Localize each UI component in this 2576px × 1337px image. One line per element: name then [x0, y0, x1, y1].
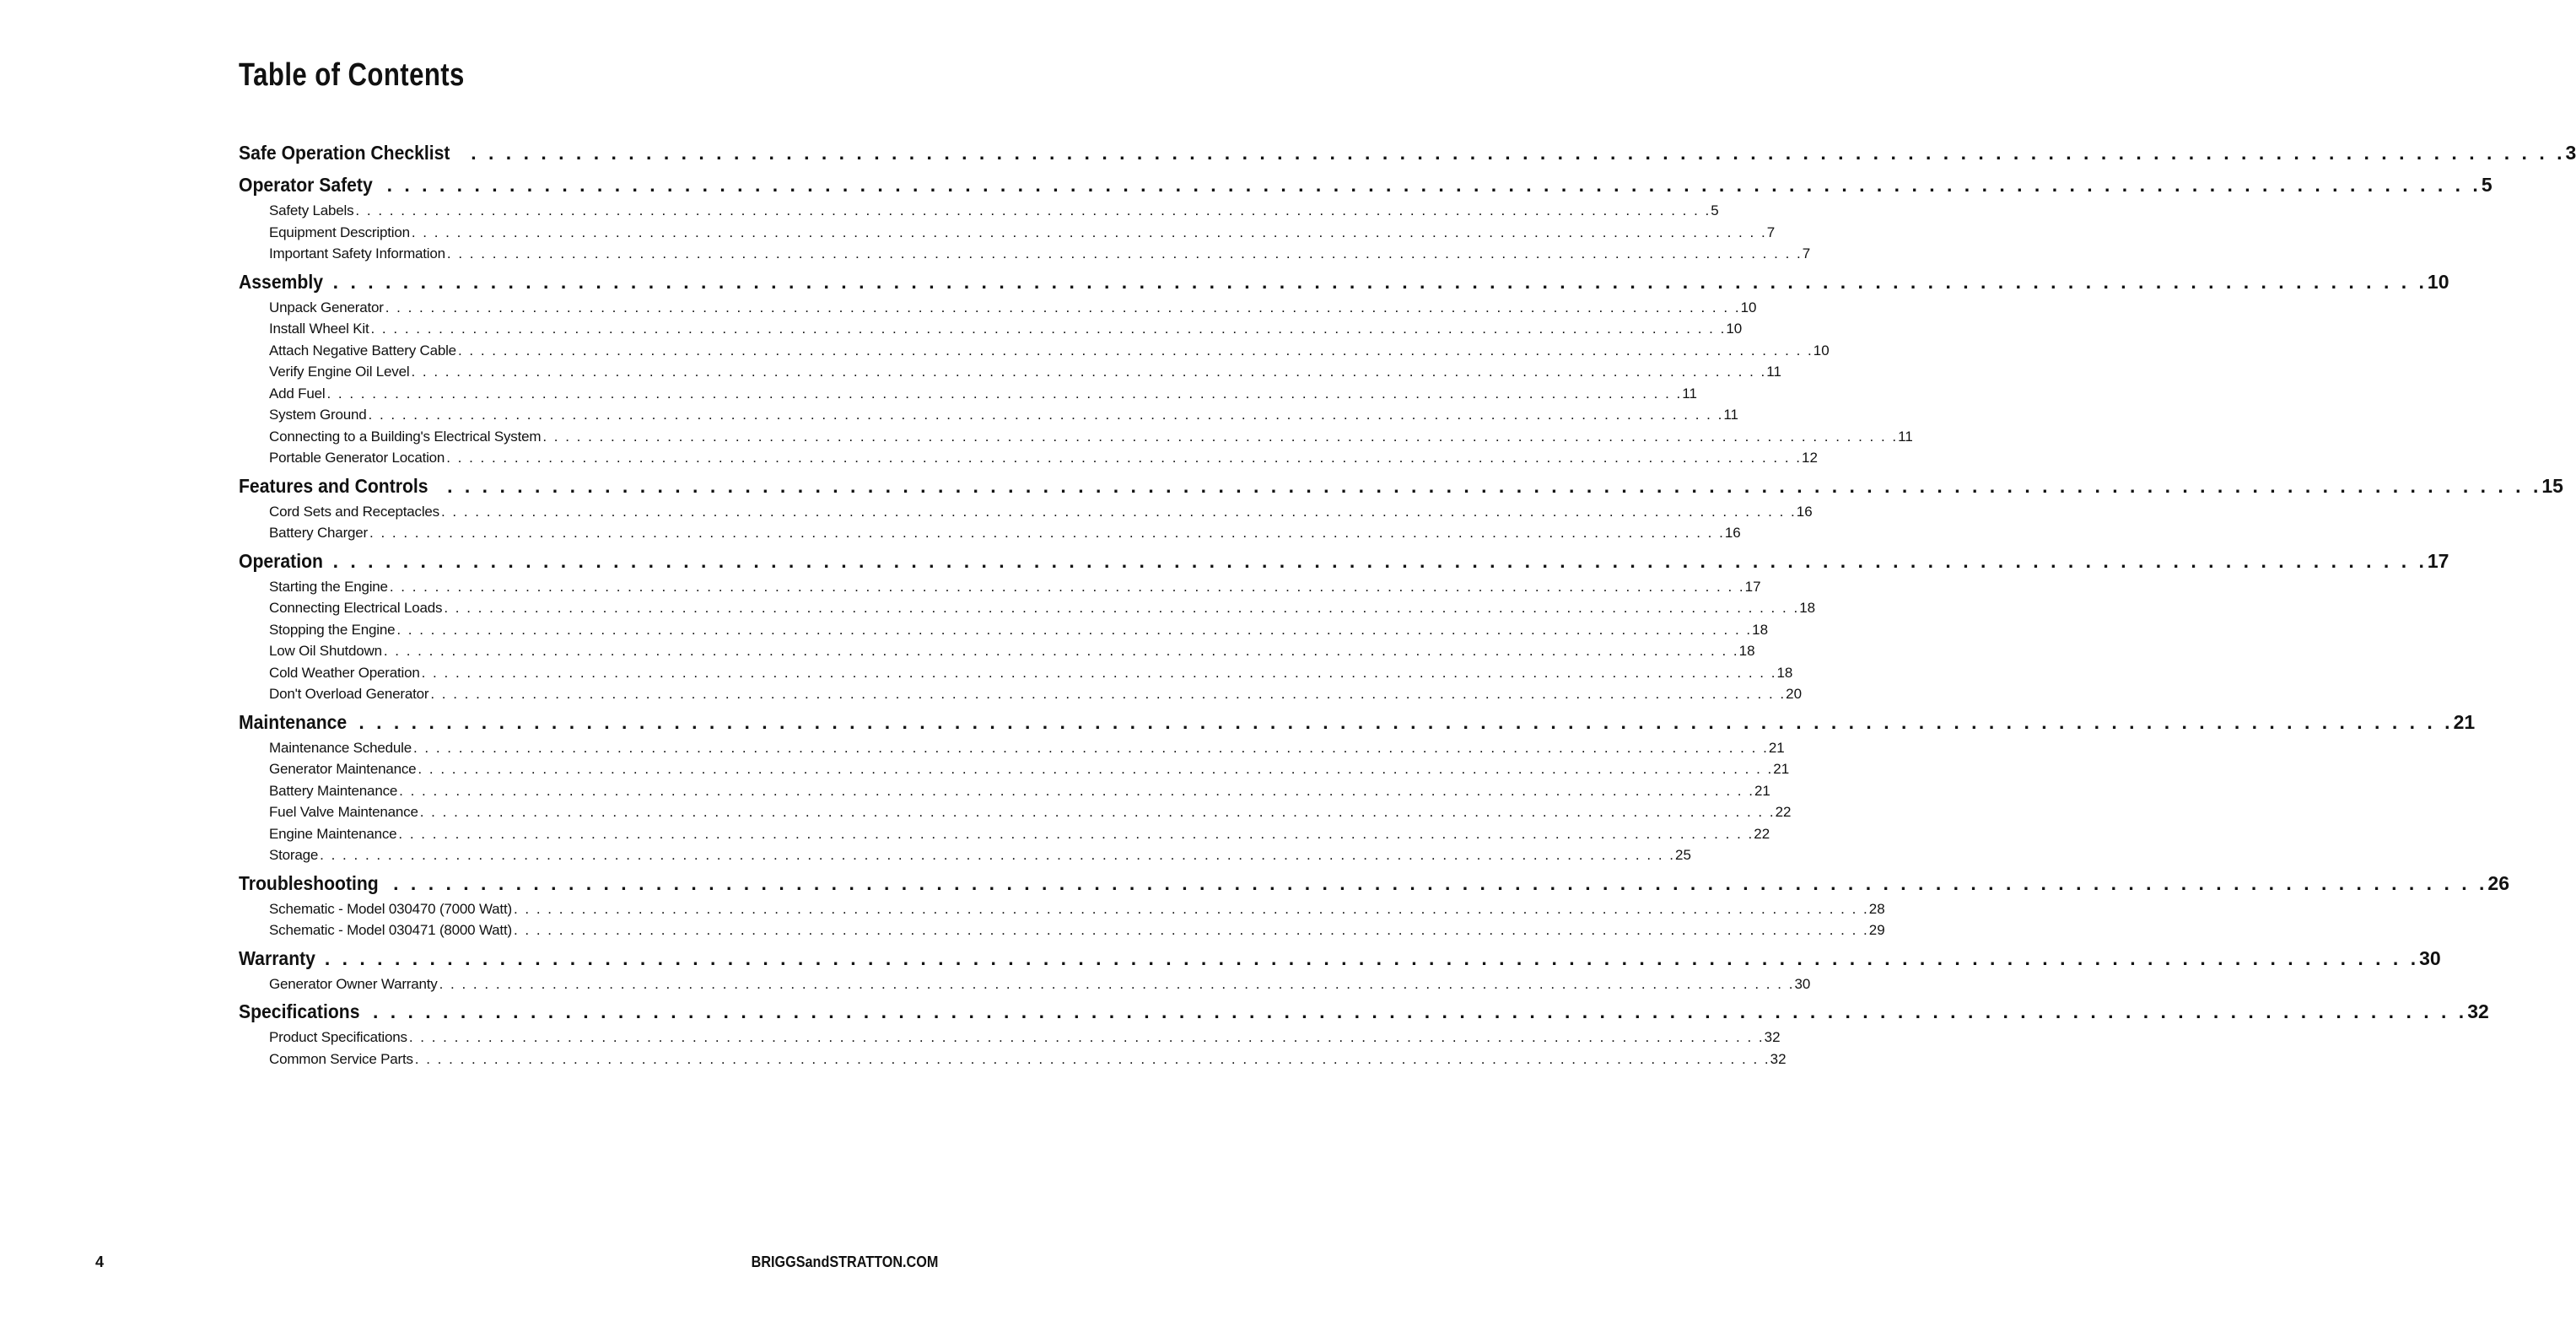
toc-subsection-label: Don't Overload Generator — [269, 686, 429, 702]
toc-subsection-entry — [269, 342, 1830, 364]
toc-subsection-entry — [269, 321, 1743, 342]
toc-section-entry — [239, 474, 2563, 504]
dot-leader: . . . . . . . . . . . . . . . . . . . . . . . . . . . . . . . . . . . . . . . . . . . . . . . . . . . . . . . . . . . . . . . . . . . . . . . . . . . . . . . . . . . . . . . . . . . . . . . . . . . . . . . . . . . . . . . . . . . . . . . . — [355, 202, 1711, 218]
toc-subsection-entry — [269, 245, 1811, 267]
dot-leader: . . . . . . . . . . . . . . . . . . . . . . . . . . . . . . . . . . . . . . . . . . . . . . . . . . . . . . . . . . . . . . . . . . . . . . . . . . . . . . . . . . . . . . . . . . . . . . . . . . . . . . . . . . . . . . . . . . . . . . . . — [358, 710, 2454, 733]
dot-leader: . . . . . . . . . . . . . . . . . . . . . . . . . . . . . . . . . . . . . . . . . . . . . . . . . . . . . . . . . . . . . . . . . . . . . . . . . . . . . . . . . . . . . . . . . . . . . . . . . . . . . . . . . . . . . . . . . . . . . . . . — [370, 321, 1727, 337]
toc-section-entry — [239, 871, 2509, 901]
toc-section-page: 15 — [2541, 474, 2563, 497]
toc-subsection-page: 11 — [1723, 407, 1739, 423]
toc-subsection-label: Equipment Description — [269, 224, 410, 240]
toc-section-label: Assembly — [239, 270, 323, 293]
toc-subsection-page: 18 — [1776, 664, 1793, 681]
toc-subsection-page: 21 — [1773, 761, 1790, 777]
toc-subsection-page: 21 — [1754, 782, 1770, 799]
toc-subsection-entry — [269, 202, 1719, 224]
toc-subsection-label: Connecting Electrical Loads — [269, 600, 443, 616]
dot-leader: . . . . . . . . . . . . . . . . . . . . . . . . . . . . . . . . . . . . . . . . . . . . . . . . . . . . . . . . . . . . . . . . . . . . . . . . . . . . . . . . . . . . . . . . . . . . . . . . . . . . . . . . . . . . . . . . . . . . . . . . — [369, 525, 1725, 541]
toc-subsection-label: Cord Sets and Receptacles — [269, 503, 439, 520]
dot-leader: . . . . . . . . . . . . . . . . . . . . . . . . . . . . . . . . . . . . . . . . . . . . . . . . . . . . . . . . . . . . . . . . . . . . . . . . . . . . . . . . . . . . . . . . . . . . . . . . . . . . . . . . . . . . . . . . . . . . . . . . — [412, 739, 1769, 756]
dot-leader: . . . . . . . . . . . . . . . . . . . . . . . . . . . . . . . . . . . . . . . . . . . . . . . . . . . . . . . . . . . . . . . . . . . . . . . . . . . . . . . . . . . . . . . . . . . . . . . . . . . . . . . . . . . . . . . . . . . . . . . . — [439, 975, 1795, 992]
toc-subsection-entry — [269, 299, 1757, 321]
footer-website: BRIGGSandSTRATTON.COM — [751, 1253, 938, 1270]
dot-leader: . . . . . . . . . . . . . . . . . . . . . . . . . . . . . . . . . . . . . . . . . . . . . . . . . . . . . . . . . . . . . . . . . . . . . . . . . . . . . . . . . . . . . . . . . . . . . . . . . . . . . . . . . . . . . . . . . . . . . . . . — [513, 900, 1869, 917]
dot-leader: . . . . . . . . . . . . . . . . . . . . . . . . . . . . . . . . . . . . . . . . . . . . . . . . . . . . . . . . . . . . . . . . . . . . . . . . . . . . . . . . . . . . . . . . . . . . . . . . . . . . . . . . . . . . . . . . . . . . . . . . — [326, 385, 1683, 402]
toc-section-entry — [239, 270, 2449, 299]
toc-section-page: 5 — [2481, 174, 2492, 196]
toc-subsection-page: 11 — [1898, 428, 1913, 445]
toc-subsection-page: 16 — [1796, 503, 1813, 520]
dot-leader: . . . . . . . . . . . . . . . . . . . . . . . . . . . . . . . . . . . . . . . . . . . . . . . . . . . . . . . . . . . . . . . . . . . . . . . . . . . . . . . . . . . . . . . . . . . . . . . . . . . . . . . . . . . . . . . . . . . . . . . . — [372, 1000, 2468, 1022]
toc-subsection-entry — [269, 825, 1770, 848]
toc-subsection-label: Important Safety Information — [269, 245, 445, 261]
toc-section-entry — [239, 1000, 2489, 1029]
toc-subsection-entry — [269, 975, 1811, 998]
toc-subsection-label: Cold Weather Operation — [269, 664, 420, 681]
dot-leader: . . . . . . . . . . . . . . . . . . . . . . . . . . . . . . . . . . . . . . . . . . . . . . . . . . . . . . . . . . . . . . . . . . . . . . . . . . . . . . . . . . . . . . . . . . . . . . . . . . . . . . . . . . . . . . . . . . . . . . . . — [446, 245, 1803, 261]
toc-subsection-page: 7 — [1766, 224, 1776, 240]
toc-section — [239, 270, 2449, 472]
dot-leader: . . . . . . . . . . . . . . . . . . . . . . . . . . . . . . . . . . . . . . . . . . . . . . . . . . . . . . . . . . . . . . . . . . . . . . . . . . . . . . . . . . . . . . . . . . . . . . . . . . . . . . . . . . . . . . . . . . . . . . . . — [430, 686, 1786, 702]
toc-subsection-label: Connecting to a Building's Electrical System — [269, 428, 542, 445]
toc-section-label: Warranty — [239, 946, 315, 969]
toc-subsection-label: Maintenance Schedule — [269, 739, 412, 756]
toc-subsection-entry — [269, 503, 1813, 526]
dot-leader: . . . . . . . . . . . . . . . . . . . . . . . . . . . . . . . . . . . . . . . . . . . . . . . . . . . . . . . . . . . . . . . . . . . . . . . . . . . . . . . . . . . . . . . . . . . . . . . . . . . . . . . . . . . . . . . . . . . . . . . . — [447, 474, 2542, 497]
dot-leader: . . . . . . . . . . . . . . . . . . . . . . . . . . . . . . . . . . . . . . . . . . . . . . . . . . . . . . . . . . . . . . . . . . . . . . . . . . . . . . . . . . . . . . . . . . . . . . . . . . . . . . . . . . . . . . . . . . . . . . . . — [399, 782, 1754, 799]
toc-subsection-label: Portable Generator Location — [269, 450, 445, 466]
dot-leader: . . . . . . . . . . . . . . . . . . . . . . . . . . . . . . . . . . . . . . . . . . . . . . . . . . . . . . . . . . . . . . . . . . . . . . . . . . . . . . . . . . . . . . . . . . . . . . . . . . . . . . . . . . . . . . . . . . . . . . . . — [393, 871, 2488, 894]
toc-subsection-label: Product Specifications — [269, 1029, 407, 1045]
toc-subsection-page: 7 — [1802, 245, 1811, 261]
toc-subsection-entry — [269, 364, 1781, 385]
dot-leader: . . . . . . . . . . . . . . . . . . . . . . . . . . . . . . . . . . . . . . . . . . . . . . . . . . . . . . . . . . . . . . . . . . . . . . . . . . . . . . . . . . . . . . . . . . . . . . . . . . . . . . . . . . . . . . . . . . . . . . . . — [542, 428, 1899, 445]
toc-subsection-entry — [269, 739, 1785, 762]
toc-subsection-page: 25 — [1675, 847, 1691, 863]
toc-subsection-label: Fuel Valve Maintenance — [269, 804, 418, 820]
toc-subsection-page: 22 — [1754, 825, 1770, 842]
toc-subsection-label: Common Service Parts — [269, 1050, 413, 1067]
toc-section — [239, 1000, 2489, 1072]
toc-section — [239, 474, 2563, 547]
toc-section-entry — [239, 710, 2476, 740]
toc-subsection-page: 10 — [1740, 299, 1757, 315]
toc-subsection-label: Unpack Generator — [269, 299, 384, 315]
toc-subsection-entry — [269, 407, 1739, 429]
toc-section-page: 30 — [2419, 946, 2441, 969]
toc-subsection-page: 10 — [1813, 342, 1830, 359]
toc-section — [239, 142, 2576, 170]
toc-subsection-label: Stopping the Engine — [269, 621, 396, 638]
toc-subsection-label: System Ground — [269, 407, 367, 423]
toc-section — [239, 710, 2476, 869]
table-of-contents — [239, 142, 2576, 1076]
toc-subsection-page: 18 — [1799, 600, 1816, 616]
toc-section-label: Maintenance — [239, 710, 348, 733]
page-title: Table of Contents — [239, 57, 465, 93]
toc-subsection-entry — [269, 686, 1803, 708]
toc-subsection-page: 18 — [1752, 621, 1769, 638]
dot-leader: . . . . . . . . . . . . . . . . . . . . . . . . . . . . . . . . . . . . . . . . . . . . . . . . . . . . . . . . . . . . . . . . . . . . . . . . . . . . . . . . . . . . . . . . . . . . . . . . . . . . . . . . . . . . . . . . . . . . . . . . — [332, 549, 2428, 572]
toc-section-label: Specifications — [239, 1000, 360, 1022]
toc-section — [239, 549, 2449, 708]
toc-section-entry — [239, 946, 2441, 976]
toc-subsection-label: Generator Maintenance — [269, 761, 417, 777]
dot-leader: . . . . . . . . . . . . . . . . . . . . . . . . . . . . . . . . . . . . . . . . . . . . . . . . . . . . . . . . . . . . . . . . . . . . . . . . . . . . . . . . . . . . . . . . . . . . . . . . . . . . . . . . . . . . . . . . . . . . . . . . — [414, 1050, 1770, 1067]
dot-leader: . . . . . . . . . . . . . . . . . . . . . . . . . . . . . . . . . . . . . . . . . . . . . . . . . . . . . . . . . . . . . . . . . . . . . . . . . . . . . . . . . . . . . . . . . . . . . . . . . . . . . . . . . . . . . . . . . . . . . . . . — [383, 643, 1739, 659]
toc-subsection-page: 11 — [1682, 385, 1697, 402]
toc-subsection-entry — [269, 664, 1793, 687]
toc-subsection-page: 16 — [1724, 525, 1741, 541]
toc-subsection-entry — [269, 525, 1741, 547]
toc-subsection-page: 29 — [1868, 922, 1885, 938]
toc-section-page: 10 — [2427, 270, 2449, 293]
toc-subsection-label: Storage — [269, 847, 319, 863]
toc-subsection-label: Engine Maintenance — [269, 825, 397, 842]
dot-leader: . . . . . . . . . . . . . . . . . . . . . . . . . . . . . . . . . . . . . . . . . . . . . . . . . . . . . . . . . . . . . . . . . . . . . . . . . . . . . . . . . . . . . . . . . . . . . . . . . . . . . . . . . . . . . . . . . . . . . . . . — [419, 804, 1776, 820]
dot-leader: . . . . . . . . . . . . . . . . . . . . . . . . . . . . . . . . . . . . . . . . . . . . . . . . . . . . . . . . . . . . . . . . . . . . . . . . . . . . . . . . . . . . . . . . . . . . . . . . . . . . . . . . . . . . . . . . . . . . . . . . — [471, 142, 2566, 164]
toc-subsection-page: 17 — [1744, 578, 1761, 595]
toc-section-entry — [239, 174, 2492, 202]
toc-subsection-label: Low Oil Shutdown — [269, 643, 382, 659]
toc-subsection-entry — [269, 900, 1885, 923]
toc-subsection-page: 11 — [1766, 364, 1781, 380]
dot-leader: . . . . . . . . . . . . . . . . . . . . . . . . . . . . . . . . . . . . . . . . . . . . . . . . . . . . . . . . . . . . . . . . . . . . . . . . . . . . . . . . . . . . . . . . . . . . . . . . . . . . . . . . . . . . . . . . . . . . . . . . — [421, 664, 1777, 681]
toc-subsection-entry — [269, 643, 1755, 665]
toc-subsection-page: 12 — [1802, 450, 1818, 466]
toc-subsection-label: Attach Negative Battery Cable — [269, 342, 456, 359]
toc-subsection-label: Verify Engine Oil Level — [269, 364, 410, 380]
dot-leader: . . . . . . . . . . . . . . . . . . . . . . . . . . . . . . . . . . . . . . . . . . . . . . . . . . . . . . . . . . . . . . . . . . . . . . . . . . . . . . . . . . . . . . . . . . . . . . . . . . . . . . . . . . . . . . . . . . . . . . . . — [386, 174, 2482, 196]
dot-leader: . . . . . . . . . . . . . . . . . . . . . . . . . . . . . . . . . . . . . . . . . . . . . . . . . . . . . . . . . . . . . . . . . . . . . . . . . . . . . . . . . . . . . . . . . . . . . . . . . . . . . . . . . . . . . . . . . . . . . . . . — [444, 600, 1800, 616]
toc-subsection-entry — [269, 1050, 1786, 1073]
dot-leader: . . . . . . . . . . . . . . . . . . . . . . . . . . . . . . . . . . . . . . . . . . . . . . . . . . . . . . . . . . . . . . . . . . . . . . . . . . . . . . . . . . . . . . . . . . . . . . . . . . . . . . . . . . . . . . . . . . . . . . . . — [408, 1029, 1765, 1045]
toc-section-label: Operator Safety — [239, 174, 373, 196]
toc-subsection-entry — [269, 428, 1913, 450]
toc-subsection-label: Battery Charger — [269, 525, 368, 541]
toc-section-page: 26 — [2487, 871, 2509, 894]
toc-section — [239, 174, 2492, 267]
toc-subsection-entry — [269, 385, 1697, 407]
toc-subsection-page: 18 — [1738, 643, 1755, 659]
toc-subsection-label: Install Wheel Kit — [269, 321, 369, 337]
toc-section-label: Troubleshooting — [239, 871, 379, 894]
toc-subsection-page: 30 — [1794, 975, 1811, 992]
toc-section-entry — [239, 549, 2449, 579]
toc-subsection-label: Starting the Engine — [269, 578, 388, 595]
toc-subsection-label: Generator Owner Warranty — [269, 975, 438, 992]
toc-subsection-entry — [269, 450, 1818, 472]
toc-subsection-entry — [269, 224, 1776, 246]
dot-leader: . . . . . . . . . . . . . . . . . . . . . . . . . . . . . . . . . . . . . . . . . . . . . . . . . . . . . . . . . . . . . . . . . . . . . . . . . . . . . . . . . . . . . . . . . . . . . . . . . . . . . . . . . . . . . . . . . . . . . . . . — [389, 578, 1745, 595]
dot-leader: . . . . . . . . . . . . . . . . . . . . . . . . . . . . . . . . . . . . . . . . . . . . . . . . . . . . . . . . . . . . . . . . . . . . . . . . . . . . . . . . . . . . . . . . . . . . . . . . . . . . . . . . . . . . . . . . . . . . . . . . — [398, 825, 1754, 842]
toc-subsection-entry — [269, 1029, 1781, 1051]
toc-subsection-page: 22 — [1775, 804, 1792, 820]
dot-leader: . . . . . . . . . . . . . . . . . . . . . . . . . . . . . . . . . . . . . . . . . . . . . . . . . . . . . . . . . . . . . . . . . . . . . . . . . . . . . . . . . . . . . . . . . . . . . . . . . . . . . . . . . . . . . . . . . . . . . . . . — [446, 450, 1803, 466]
toc-subsection-label: Battery Maintenance — [269, 782, 398, 799]
dot-leader: . . . . . . . . . . . . . . . . . . . . . . . . . . . . . . . . . . . . . . . . . . . . . . . . . . . . . . . . . . . . . . . . . . . . . . . . . . . . . . . . . . . . . . . . . . . . . . . . . . . . . . . . . . . . . . . . . . . . . . . . — [396, 621, 1753, 638]
toc-subsection-label: Add Fuel — [269, 385, 326, 402]
dot-leader: . . . . . . . . . . . . . . . . . . . . . . . . . . . . . . . . . . . . . . . . . . . . . . . . . . . . . . . . . . . . . . . . . . . . . . . . . . . . . . . . . . . . . . . . . . . . . . . . . . . . . . . . . . . . . . . . . . . . . . . . — [457, 342, 1813, 359]
toc-section-entry — [239, 142, 2576, 170]
toc-subsection-page: 5 — [1711, 202, 1719, 218]
toc-section-label: Features and Controls — [239, 474, 428, 497]
toc-subsection-page: 28 — [1868, 900, 1885, 917]
toc-subsection-entry — [269, 578, 1761, 601]
toc-subsection-entry — [269, 847, 1691, 869]
toc-section-page: 32 — [2467, 1000, 2489, 1022]
toc-subsection-label: Schematic - Model 030471 (8000 Watt) — [269, 922, 512, 938]
toc-section-label: Operation — [239, 549, 323, 572]
toc-subsection-entry — [269, 761, 1790, 783]
toc-subsection-page: 32 — [1770, 1050, 1786, 1067]
toc-subsection-entry — [269, 621, 1769, 644]
toc-subsection-page: 10 — [1726, 321, 1743, 337]
dot-leader: . . . . . . . . . . . . . . . . . . . . . . . . . . . . . . . . . . . . . . . . . . . . . . . . . . . . . . . . . . . . . . . . . . . . . . . . . . . . . . . . . . . . . . . . . . . . . . . . . . . . . . . . . . . . . . . . . . . . . . . . — [440, 503, 1797, 520]
dot-leader: . . . . . . . . . . . . . . . . . . . . . . . . . . . . . . . . . . . . . . . . . . . . . . . . . . . . . . . . . . . . . . . . . . . . . . . . . . . . . . . . . . . . . . . . . . . . . . . . . . . . . . . . . . . . . . . . . . . . . . . . — [320, 847, 1675, 863]
toc-subsection-label: Safety Labels — [269, 202, 354, 218]
dot-leader: . . . . . . . . . . . . . . . . . . . . . . . . . . . . . . . . . . . . . . . . . . . . . . . . . . . . . . . . . . . . . . . . . . . . . . . . . . . . . . . . . . . . . . . . . . . . . . . . . . . . . . . . . . . . . . . . . . . . . . . . — [332, 270, 2428, 293]
dot-leader: . . . . . . . . . . . . . . . . . . . . . . . . . . . . . . . . . . . . . . . . . . . . . . . . . . . . . . . . . . . . . . . . . . . . . . . . . . . . . . . . . . . . . . . . . . . . . . . . . . . . . . . . . . . . . . . . . . . . . . . . — [411, 364, 1767, 380]
dot-leader: . . . . . . . . . . . . . . . . . . . . . . . . . . . . . . . . . . . . . . . . . . . . . . . . . . . . . . . . . . . . . . . . . . . . . . . . . . . . . . . . . . . . . . . . . . . . . . . . . . . . . . . . . . . . . . . . . . . . . . . . — [411, 224, 1767, 240]
toc-section-page: 17 — [2427, 549, 2449, 572]
dot-leader: . . . . . . . . . . . . . . . . . . . . . . . . . . . . . . . . . . . . . . . . . . . . . . . . . . . . . . . . . . . . . . . . . . . . . . . . . . . . . . . . . . . . . . . . . . . . . . . . . . . . . . . . . . . . . . . . . . . . . . . . — [368, 407, 1724, 423]
toc-subsection-page: 20 — [1786, 686, 1803, 702]
toc-subsection-entry — [269, 600, 1816, 622]
toc-section — [239, 946, 2441, 998]
toc-subsection-entry — [269, 804, 1792, 826]
dot-leader: . . . . . . . . . . . . . . . . . . . . . . . . . . . . . . . . . . . . . . . . . . . . . . . . . . . . . . . . . . . . . . . . . . . . . . . . . . . . . . . . . . . . . . . . . . . . . . . . . . . . . . . . . . . . . . . . . . . . . . . . — [324, 946, 2420, 969]
dot-leader: . . . . . . . . . . . . . . . . . . . . . . . . . . . . . . . . . . . . . . . . . . . . . . . . . . . . . . . . . . . . . . . . . . . . . . . . . . . . . . . . . . . . . . . . . . . . . . . . . . . . . . . . . . . . . . . . . . . . . . . . — [385, 299, 1741, 315]
toc-subsection-entry — [269, 922, 1885, 944]
toc-section-page: 3 — [2565, 142, 2576, 164]
toc-subsection-page: 21 — [1768, 739, 1785, 756]
toc-subsection-entry — [269, 782, 1770, 805]
footer-page-number: 4 — [95, 1253, 105, 1270]
toc-section — [239, 871, 2509, 944]
toc-section-label: Safe Operation Checklist — [239, 142, 450, 164]
dot-leader: . . . . . . . . . . . . . . . . . . . . . . . . . . . . . . . . . . . . . . . . . . . . . . . . . . . . . . . . . . . . . . . . . . . . . . . . . . . . . . . . . . . . . . . . . . . . . . . . . . . . . . . . . . . . . . . . . . . . . . . . — [418, 761, 1774, 777]
toc-section-page: 21 — [2453, 710, 2476, 733]
toc-subsection-label: Schematic - Model 030470 (7000 Watt) — [269, 900, 512, 917]
toc-subsection-page: 32 — [1764, 1029, 1781, 1045]
dot-leader: . . . . . . . . . . . . . . . . . . . . . . . . . . . . . . . . . . . . . . . . . . . . . . . . . . . . . . . . . . . . . . . . . . . . . . . . . . . . . . . . . . . . . . . . . . . . . . . . . . . . . . . . . . . . . . . . . . . . . . . . — [513, 922, 1869, 938]
